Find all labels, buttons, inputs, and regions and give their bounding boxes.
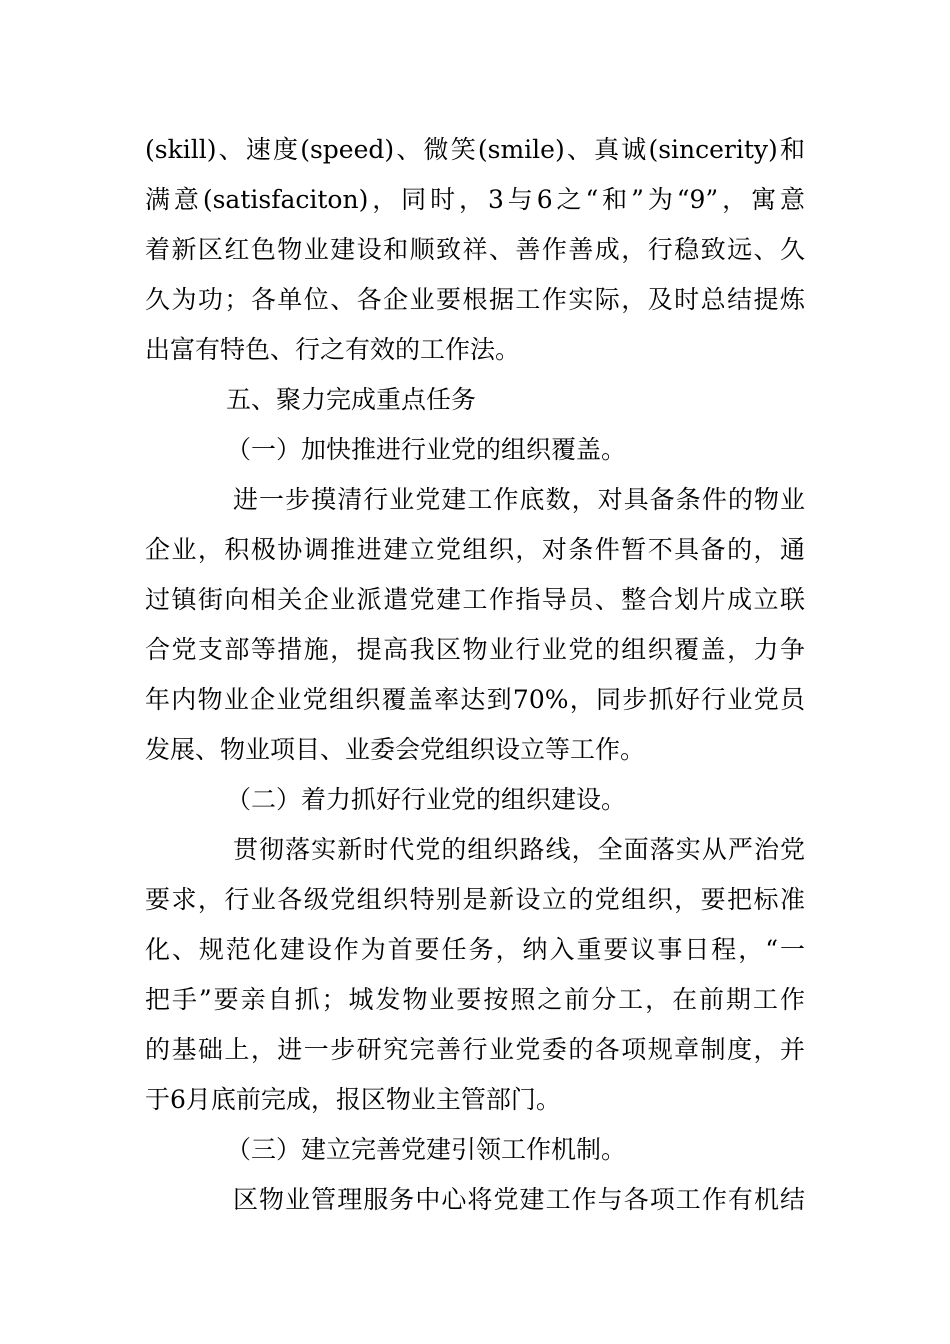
paragraph-line: 把手”要亲自抓；城发物业要按照之前分工，在前期工作 <box>145 985 805 1014</box>
paragraph-line: 久为功；各单位、各企业要根据工作实际，及时总结提炼 <box>145 285 805 314</box>
subsection-heading: （三）建立完善党建引领工作机制。 <box>226 1135 627 1164</box>
paragraph-line: 发展、物业项目、业委会党组织设立等工作。 <box>145 735 646 764</box>
paragraph-line: (skill)、速度(speed)、微笑(smile)、真诚(sincerity)和 <box>145 135 805 164</box>
paragraph-line: 过镇街向相关企业派遣党建工作指导员、整合划片成立联 <box>145 585 805 614</box>
section-heading: 五、聚力完成重点任务 <box>226 385 477 414</box>
paragraph-line: 区物业管理服务中心将党建工作与各项工作有机结 <box>233 1185 805 1214</box>
paragraph-line: 化、规范化建设作为首要任务，纳入重要议事日程，“一 <box>145 935 805 964</box>
paragraph-line: 着新区红色物业建设和顺致祥、善作善成，行稳致远、久 <box>145 235 805 264</box>
paragraph-line: 年内物业企业党组织覆盖率达到70%，同步抓好行业党员 <box>145 685 805 714</box>
paragraph-line: 满意(satisfaciton)，同时，3与6之“和”为“9”，寓意 <box>145 185 805 214</box>
paragraph-line: 出富有特色、行之有效的工作法。 <box>145 335 521 364</box>
subsection-heading: （一）加快推进行业党的组织覆盖。 <box>226 435 627 464</box>
paragraph-line: 进一步摸清行业党建工作底数，对具备条件的物业 <box>233 485 805 514</box>
paragraph-line: 企业，积极协调推进建立党组织，对条件暂不具备的，通 <box>145 535 805 564</box>
paragraph-line: 于6月底前完成，报区物业主管部门。 <box>145 1085 561 1114</box>
paragraph-line: 的基础上，进一步研究完善行业党委的各项规章制度，并 <box>145 1035 805 1064</box>
subsection-heading: （二）着力抓好行业党的组织建设。 <box>226 785 627 814</box>
paragraph-line: 贯彻落实新时代党的组织路线，全面落实从严治党 <box>233 835 805 864</box>
paragraph-line: 合党支部等措施，提高我区物业行业党的组织覆盖，力争 <box>145 635 805 664</box>
paragraph-line: 要求，行业各级党组织特别是新设立的党组织，要把标准 <box>145 885 805 914</box>
